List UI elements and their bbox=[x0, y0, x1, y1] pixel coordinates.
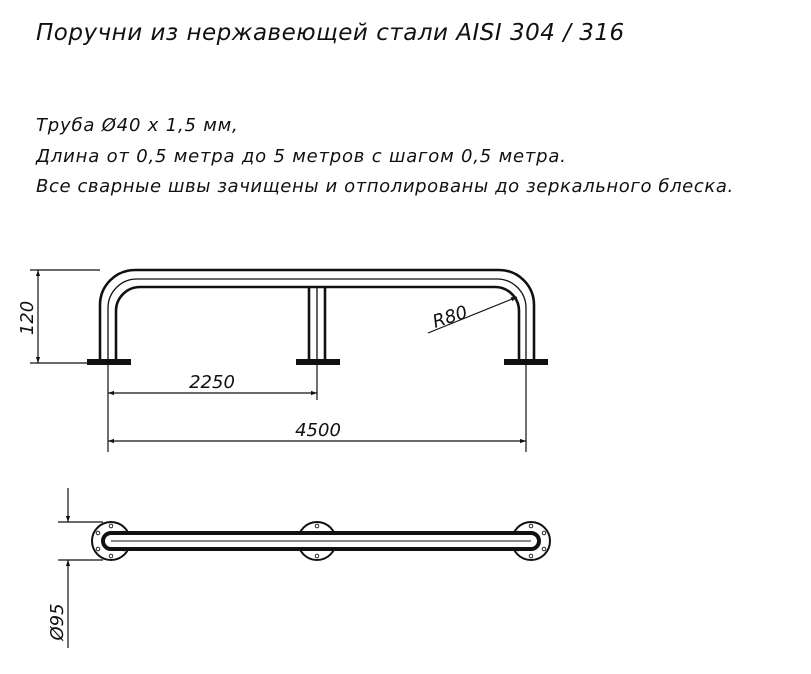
flange-diameter-label: Ø95 bbox=[47, 603, 68, 641]
height-dimension-label: 120 bbox=[17, 300, 38, 336]
flange-right bbox=[504, 359, 548, 365]
front-flanges bbox=[87, 359, 548, 365]
radius-label: R80 bbox=[430, 301, 471, 333]
flange-left bbox=[87, 359, 131, 365]
spec-length-range: Длина от 0,5 метра до 5 метров с шагом 0,5 метра. bbox=[36, 146, 567, 167]
total-length-dimension-label: 4500 bbox=[295, 420, 341, 441]
height-dimension bbox=[30, 270, 100, 363]
spec-tube-size: Труба Ø40 x 1,5 мм, bbox=[36, 115, 239, 136]
drawing-title: Поручни из нержавеющей стали AISI 304 / 316 bbox=[36, 20, 625, 46]
half-length-dimension-label: 2250 bbox=[189, 372, 235, 393]
flange-middle bbox=[296, 359, 340, 365]
top-view bbox=[92, 522, 550, 560]
spec-weld-finish: Все сварные швы зачищены и отполированы до зеркального блеска. bbox=[36, 176, 734, 197]
